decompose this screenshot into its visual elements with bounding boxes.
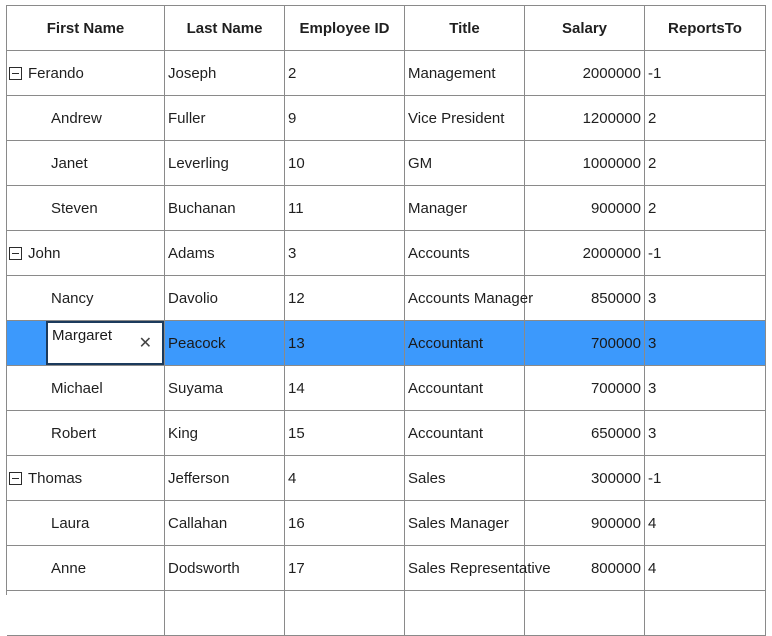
cell-reports-to[interactable]: -1 xyxy=(645,456,766,501)
cell-salary[interactable]: 2000000 xyxy=(525,51,645,96)
cell-first-name[interactable] xyxy=(7,186,165,231)
first-name-text: Nancy xyxy=(51,289,94,307)
cell-salary[interactable]: 700000 xyxy=(525,321,645,366)
cell-title[interactable]: Sales Manager xyxy=(405,501,525,546)
cell-salary[interactable]: 900000 xyxy=(525,501,645,546)
table-row[interactable] xyxy=(7,276,766,321)
cell-last-name[interactable]: Callahan xyxy=(165,501,285,546)
first-name-text: Michael xyxy=(51,379,103,397)
cell-last-name[interactable]: Dodsworth xyxy=(165,546,285,591)
cell-reports-to[interactable]: 2 xyxy=(645,186,766,231)
header-reports-to[interactable]: ReportsTo xyxy=(645,6,766,51)
first-name-text: Andrew xyxy=(51,109,102,127)
cell-reports-to[interactable]: -1 xyxy=(645,231,766,276)
cell-salary[interactable]: 1000000 xyxy=(525,141,645,186)
cell-employee-id[interactable]: 16 xyxy=(285,501,405,546)
first-name-editor[interactable] xyxy=(46,321,164,365)
collapse-icon[interactable] xyxy=(9,472,22,485)
cell-employee-id[interactable]: 15 xyxy=(285,411,405,456)
cell-last-name[interactable]: Leverling xyxy=(165,141,285,186)
table-row[interactable] xyxy=(7,141,766,186)
cell-reports-to[interactable]: 2 xyxy=(645,96,766,141)
cell-salary[interactable]: 850000 xyxy=(525,276,645,321)
first-name-text: Anne xyxy=(51,559,87,577)
cell-reports-to[interactable] xyxy=(645,591,766,636)
cell-employee-id[interactable]: 11 xyxy=(285,186,405,231)
cell-last-name[interactable]: Peacock xyxy=(165,321,285,366)
table-row[interactable] xyxy=(7,366,766,411)
cell-salary[interactable]: 700000 xyxy=(525,366,645,411)
first-name-text: Steven xyxy=(51,199,98,217)
first-name-text: Janet xyxy=(51,154,88,172)
cell-employee-id[interactable]: 13 xyxy=(285,321,405,366)
cell-salary[interactable]: 300000 xyxy=(525,456,645,501)
cell-last-name[interactable]: Buchanan xyxy=(165,186,285,231)
cell-last-name[interactable]: Davolio xyxy=(165,276,285,321)
cell-title[interactable]: Accounts Manager xyxy=(405,276,525,321)
first-name-text: Laura xyxy=(51,514,90,532)
cell-salary[interactable] xyxy=(525,591,645,636)
cell-salary[interactable]: 900000 xyxy=(525,186,645,231)
table-row[interactable] xyxy=(7,51,766,96)
cell-last-name[interactable]: Jefferson xyxy=(165,456,285,501)
header-salary[interactable]: Salary xyxy=(525,6,645,51)
cell-first-name[interactable] xyxy=(7,366,165,411)
cell-first-name[interactable] xyxy=(7,96,165,141)
cell-employee-id[interactable]: 9 xyxy=(285,96,405,141)
cell-first-name[interactable] xyxy=(7,276,165,321)
cell-employee-id[interactable]: 17 xyxy=(285,546,405,591)
cell-salary[interactable]: 650000 xyxy=(525,411,645,456)
header-title[interactable]: Title xyxy=(405,6,525,51)
table-row[interactable] xyxy=(7,411,766,456)
table-row[interactable] xyxy=(7,546,766,591)
table-row[interactable] xyxy=(7,231,766,276)
cell-last-name[interactable]: Fuller xyxy=(165,96,285,141)
cell-first-name[interactable] xyxy=(7,141,165,186)
cell-title[interactable]: GM xyxy=(405,141,525,186)
table-row[interactable] xyxy=(7,456,766,501)
cell-first-name[interactable] xyxy=(7,411,165,456)
cell-last-name[interactable] xyxy=(165,591,285,636)
cell-reports-to[interactable]: 4 xyxy=(645,546,766,591)
header-row xyxy=(7,6,766,51)
cell-reports-to[interactable]: 3 xyxy=(645,321,766,366)
cell-employee-id[interactable]: 10 xyxy=(285,141,405,186)
cell-title[interactable] xyxy=(405,591,525,636)
cell-first-name[interactable] xyxy=(7,231,165,276)
cell-salary[interactable]: 2000000 xyxy=(525,231,645,276)
cell-reports-to[interactable]: 4 xyxy=(645,501,766,546)
cell-first-name[interactable] xyxy=(7,321,165,366)
first-name-text: Ferando xyxy=(28,64,84,82)
collapse-icon[interactable] xyxy=(9,67,22,80)
cell-first-name[interactable] xyxy=(7,501,165,546)
table-row[interactable] xyxy=(7,501,766,546)
cell-reports-to[interactable]: 3 xyxy=(645,366,766,411)
cell-reports-to[interactable]: 3 xyxy=(645,276,766,321)
close-icon[interactable]: ✕ xyxy=(138,333,152,352)
cell-reports-to[interactable]: 3 xyxy=(645,411,766,456)
cell-reports-to[interactable]: 2 xyxy=(645,141,766,186)
first-name-input[interactable] xyxy=(48,323,132,344)
cell-first-name[interactable] xyxy=(7,546,165,591)
cell-employee-id[interactable]: 2 xyxy=(285,51,405,96)
cell-last-name[interactable]: King xyxy=(165,411,285,456)
cell-last-name[interactable]: Suyama xyxy=(165,366,285,411)
cell-salary[interactable]: 800000 xyxy=(525,546,645,591)
cell-title[interactable]: Sales xyxy=(405,456,525,501)
first-name-text: Robert xyxy=(51,424,97,442)
cell-salary[interactable]: 1200000 xyxy=(525,96,645,141)
cell-employee-id[interactable]: 12 xyxy=(285,276,405,321)
first-name-text: Thomas xyxy=(28,469,83,487)
cell-first-name[interactable] xyxy=(7,591,165,636)
cell-first-name[interactable] xyxy=(7,456,165,501)
cell-last-name[interactable]: Adams xyxy=(165,231,285,276)
cell-employee-id[interactable]: 3 xyxy=(285,231,405,276)
cell-last-name[interactable]: Joseph xyxy=(165,51,285,96)
header-employee-id[interactable]: Employee ID xyxy=(285,6,405,51)
cell-title[interactable]: Accountant xyxy=(405,321,525,366)
cell-first-name[interactable] xyxy=(7,51,165,96)
cell-title[interactable]: Accounts xyxy=(405,231,525,276)
cell-title[interactable]: Vice President xyxy=(405,96,525,141)
tree-grid xyxy=(6,5,766,595)
cell-reports-to[interactable]: -1 xyxy=(645,51,766,96)
cell-title[interactable]: Manager xyxy=(405,186,525,231)
table-row[interactable] xyxy=(7,321,766,366)
cell-title[interactable]: Management xyxy=(405,51,525,96)
header-last-name[interactable]: Last Name xyxy=(165,6,285,51)
table-row[interactable] xyxy=(7,186,766,231)
cell-employee-id[interactable]: 4 xyxy=(285,456,405,501)
header-first-name[interactable]: First Name xyxy=(7,6,165,51)
cell-title[interactable]: Accountant xyxy=(405,411,525,456)
grid-body xyxy=(7,51,766,636)
cell-title[interactable]: Sales Representative xyxy=(405,546,525,591)
table-row[interactable] xyxy=(7,591,766,636)
table-row[interactable] xyxy=(7,96,766,141)
first-name-text: John xyxy=(28,244,61,262)
cell-employee-id[interactable]: 14 xyxy=(285,366,405,411)
collapse-icon[interactable] xyxy=(9,247,22,260)
cell-title[interactable]: Accountant xyxy=(405,366,525,411)
cell-employee-id[interactable] xyxy=(285,591,405,636)
